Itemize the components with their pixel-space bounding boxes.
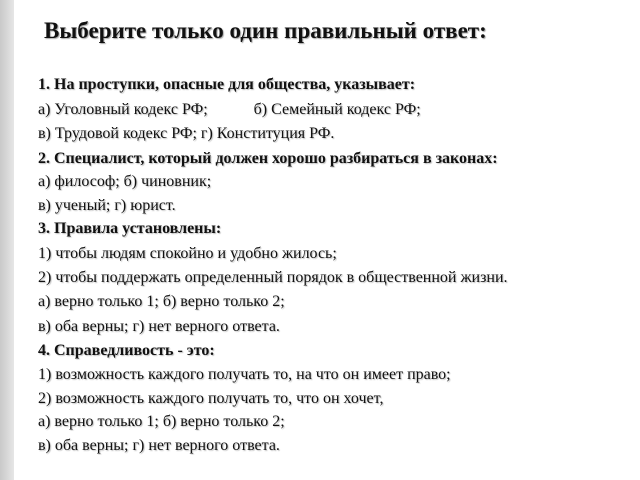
question-1-options-row-2: в) Трудовой кодекс РФ; г) Конституция РФ. xyxy=(38,125,335,142)
question-4-text: 4. Справедливость - это: xyxy=(38,342,215,359)
question-1-options-row-1 xyxy=(38,101,421,119)
question-2-text: 2. Специалист, который должен хорошо разбираться в законах: xyxy=(38,150,498,167)
question-3-statement-2: 2) чтобы поддержать определенный порядок в общественной жизни. xyxy=(38,269,508,286)
question-4-statement-2: 2) возможность каждого получать то, что он хочет, xyxy=(38,390,384,407)
slide-title: Выберите только один правильный ответ: xyxy=(44,18,487,43)
question-3-text: 3. Правила установлены: xyxy=(38,220,222,237)
question-3-options-row-1: а) верно только 1; б) верно только 2; xyxy=(38,293,285,310)
question-1-text: 1. На проступки, опасные для общества, указывает: xyxy=(38,76,416,93)
question-4-statement-1: 1) возможность каждого получать то, на что он имеет право; xyxy=(38,366,451,383)
answer-option: б) Семейный кодекс РФ; xyxy=(253,101,421,118)
question-4-options-row-2: в) оба верны; г) нет верного ответа. xyxy=(38,437,280,454)
question-2-options-row-2: в) ученый; г) юрист. xyxy=(38,197,176,214)
question-2-options-row-1: а) философ; б) чиновник; xyxy=(38,173,212,190)
question-4-options-row-1: а) верно только 1; б) верно только 2; xyxy=(38,413,285,430)
question-3-options-row-2: в) оба верны; г) нет верного ответа. xyxy=(38,318,280,335)
question-3-statement-1: 1) чтобы людям спокойно и удобно жилось; xyxy=(38,245,337,262)
answer-option: а) Уголовный кодекс РФ; xyxy=(38,101,208,118)
